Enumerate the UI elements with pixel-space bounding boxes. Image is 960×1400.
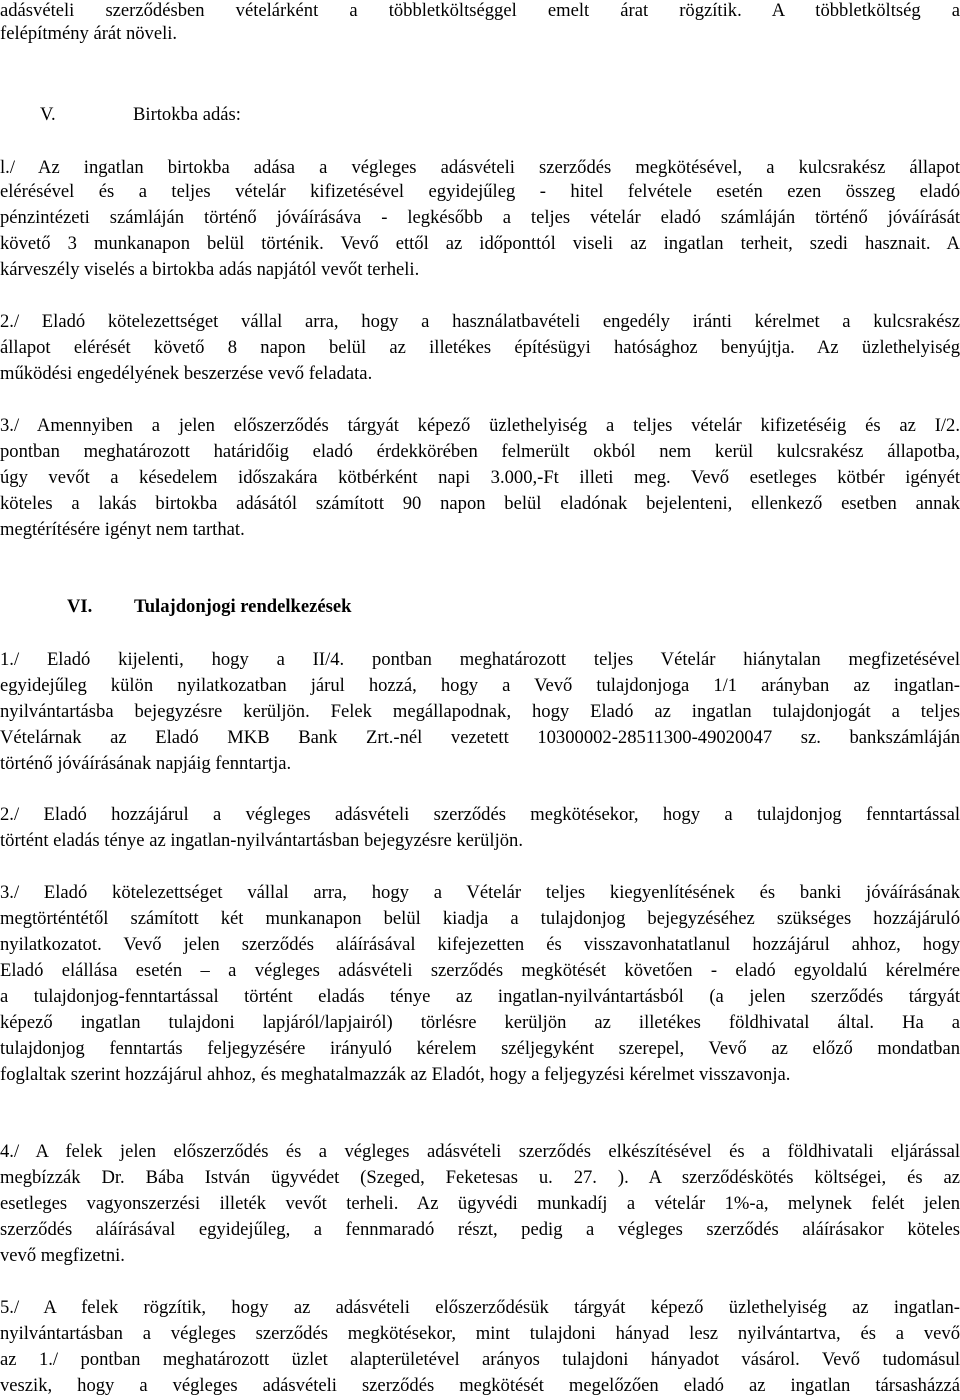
vi-p4-line-5: vevő megfizetni.: [0, 1245, 125, 1266]
v-p2-line-2: állapot elérését követő 8 napon belül az illetékes építésügyi hatósághoz benyújtja. Az üzlethelyiség: [0, 337, 960, 358]
vi-p5-line-3: az 1./ pontban meghatározott üzlet alapterületével arányos tulajdoni hányadot vásárol. Vevő tudomásul: [0, 1349, 960, 1370]
vi-p2-line-1: 2./ Eladó hozzájárul a végleges adásvételi szerződés megkötésekor, hogy a tulajdonjog fenntartással: [0, 804, 960, 825]
vi-p3-line-6: képező ingatlan tulajdoni lapjáról/lapjairól) törlésre kerüljön az illetékes földhivatal által. Ha a: [0, 1012, 960, 1033]
v-p1-line-1: l./ Az ingatlan birtokba adása a végleges adásvételi szerződés megkötésével, a kulcsrakész állapot: [0, 157, 960, 178]
v-p1-line-5: kárveszély viselés a birtokba adás napjától vevőt terheli.: [0, 259, 420, 280]
vi-p1-line-5: történő jóváírásának napjáig fenntartja.: [0, 753, 292, 774]
v-p1-line-4: követő 3 munkanapon belül történik. Vevő ettől az időponttól viseli az ingatlan terheit, szedi hasznait. A: [0, 233, 960, 254]
v-p1-line-3: pénzintézeti számláján történő jóváírásáva - legkésőbb a teljes vételár eladó számláján történő jóváírását: [0, 207, 960, 228]
vi-p4-line-3: esetleges vagyonszerzési illeték vevőt terheli. Az ügyvédi munkadíj a vételár 1%-a, melynek felét jelen: [0, 1193, 960, 1214]
vi-p4-line-1: 4./ A felek jelen előszerződés és a végleges adásvételi szerződés elkészítésével és a földhivatali eljárással: [0, 1141, 960, 1162]
v-p1-line-2: elérésével és a teljes vételár kifizetésével egyidejűleg - hitel felvétele esetén ezen összeg eladó: [0, 181, 960, 202]
v-p3-line-3: úgy vevőt a késedelem időszakára kötbérként napi 3.000,-Ft illeti meg. Vevő esetleges kötbér igényét: [0, 467, 960, 488]
vi-p4-line-2: megbízzák Dr. Bába István ügyvédet (Szeged, Feketesas u. 27. ). A szerződéskötés költségei, és az: [0, 1167, 960, 1188]
vi-p1-line-3: nyilvántartásba bejegyzésre kerüljön. Felek megállapodnak, hogy Eladó az ingatlan tulajdonjogát a teljes: [0, 701, 960, 722]
vi-p1-line-2: egyidejűleg külön nyilatkozatban járul hozzá, hogy a Vevő tulajdonjoga 1/1 arányban az ingatlan-: [0, 675, 960, 696]
section-vi-number: VI.: [67, 596, 93, 617]
vi-p1-line-4: Vételárnak az Eladó MKB Bank Zrt.-nél vezetett 10300002-28511300-49020047 sz. bankszámláján: [0, 727, 960, 748]
vi-p5-line-4: veszik, hogy a végleges adásvételi szerződés megkötését megelőzően eladó az ingatlan társasházzá: [0, 1375, 960, 1396]
v-p2-line-1: 2./ Eladó kötelezettséget vállal arra, hogy a használatbavételi engedély iránti kérelmet a kulcsrakész: [0, 311, 960, 332]
vi-p4-line-4: szerződés aláírásával egyidejűleg, a fennmaradó részt, pedig a végleges szerződés aláírásakor köteles: [0, 1219, 960, 1240]
v-p3-line-4: köteles a lakás birtokba adásától számított 90 napon belül eladónak bejelenteni, ellenkező esetben annak: [0, 493, 960, 514]
vi-p3-line-1: 3./ Eladó kötelezettséget vállal arra, hogy a Vételár teljes kiegyenlítésének és banki jóváírásának: [0, 882, 960, 903]
v-p2-line-3: működési engedélyének beszerzése vevő feladata.: [0, 363, 373, 384]
vi-p3-line-3: nyilatkozatot. Vevő jelen szerződés aláírásával kifejezetten és visszavonhatatlanul hozzájárul ahhoz, hogy: [0, 934, 960, 955]
v-p3-line-5: megtérítésére igényt nem tarthat.: [0, 519, 245, 540]
section-v-number: V.: [40, 104, 56, 125]
vi-p5-line-2: nyilvántartásban a végleges szerződés megkötésekor, mint tulajdoni hányad lesz nyilvántartva, és a vevő: [0, 1323, 960, 1344]
intro-line-2: felépítmény árát növeli.: [0, 23, 178, 44]
vi-p5-line-1: 5./ A felek rögzítik, hogy az adásvételi előszerződésük tárgyát képező üzlethelyiség az ingatlan-: [0, 1297, 960, 1318]
section-vi-title: Tulajdonjogi rendelkezések: [134, 596, 352, 617]
vi-p2-line-2: történt eladás ténye az ingatlan-nyilvántartásban bejegyzésre kerüljön.: [0, 830, 523, 851]
intro-line-1: adásvételi szerződésben vételárként a többletköltséggel emelt árat rögzítik. A többletköltség a: [0, 0, 960, 21]
v-p3-line-2: pontban meghatározott határidőig eladó érdekkörében felmerült okból nem kerül kulcsrakész állapotba,: [0, 441, 960, 462]
section-v-title: Birtokba adás:: [133, 104, 241, 125]
vi-p1-line-1: 1./ Eladó kijelenti, hogy a II/4. pontban meghatározott teljes Vételár hiánytalan megfizetésével: [0, 649, 960, 670]
v-p3-line-1: 3./ Amennyiben a jelen előszerződés tárgyát képező üzlethelyiség a teljes vételár kifizetéséig és az I/2.: [0, 415, 960, 436]
vi-p3-line-5: a tulajdonjog-fenntartással történt eladás ténye az ingatlan-nyilvántartásból (a jelen szerződés tárgyát: [0, 986, 960, 1007]
vi-p3-line-4: Eladó elállása esetén – a végleges adásvételi szerződés megkötését követően - eladó egyoldalú kérelmére: [0, 960, 960, 981]
vi-p3-line-8: foglaltak szerint hozzájárul ahhoz, és meghatalmazzák az Eladót, hogy a feljegyzési kérelmet visszavonja.: [0, 1064, 791, 1085]
vi-p3-line-7: tulajdonjog fenntartás feljegyzésére irányuló kérelem széljegyként szerepel, Vevő az előző mondatban: [0, 1038, 960, 1059]
vi-p3-line-2: megtörténtétől számított két munkanapon belül kiadja a tulajdonjog bejegyzéséhez szükséges hozzájáruló: [0, 908, 960, 929]
